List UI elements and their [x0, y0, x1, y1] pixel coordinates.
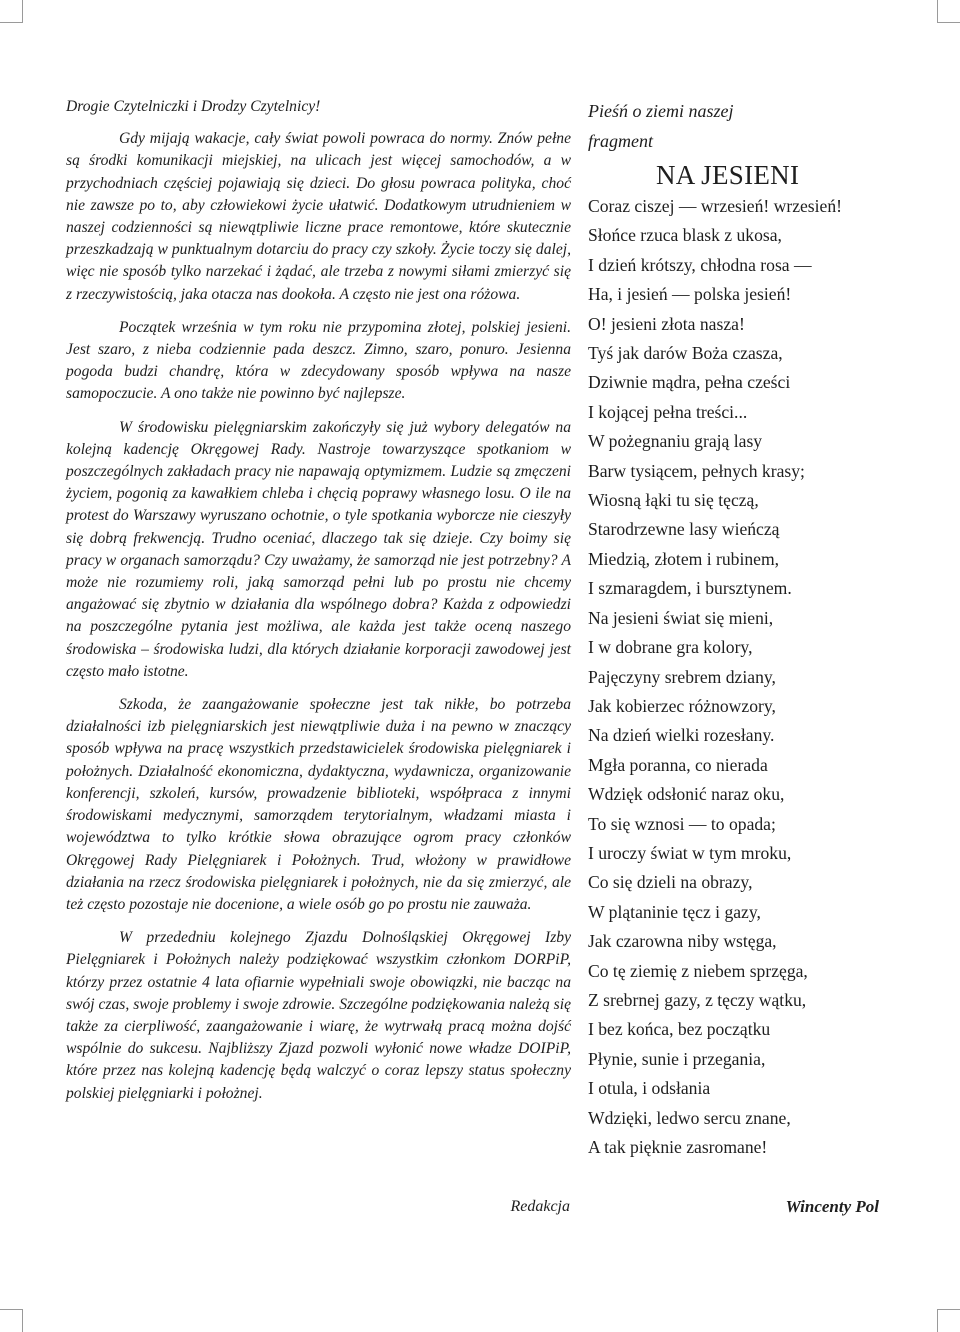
- poem-line: Na dzień wielki rozesłany.: [588, 725, 775, 746]
- poem-line: I dzień krótszy, chłodna rosa —: [588, 254, 812, 275]
- poem-line: Co tę ziemię z niebem sprzęga,: [588, 960, 808, 981]
- letter-paragraph: Początek września w tym roku nie przypomina złotej, polskiej jesieni. Jest szaro, z nieba codziennie pada deszcz. Zimno, szaro, ponuro. Jesienna pogoda budzi chandrę, która w zdecydowany sposób wpływa na nasze samopoczucie. A ono także nie powinno być najlepsze.: [66, 318, 571, 403]
- poem-line: Jak kobierzec różnowzory,: [588, 695, 776, 716]
- poem-line: O! jesieni złota nasza!: [588, 313, 745, 334]
- poem-line: I szmaragdem, i bursztynem.: [588, 578, 792, 599]
- poem-line: Starodrzewne lasy wieńczą: [588, 519, 780, 540]
- poem-line: Co się dzieli na obrazy,: [588, 872, 753, 893]
- poem-lines: [588, 192, 888, 1162]
- poem-line: Wdzięki, ledwo sercu znane,: [588, 1107, 791, 1128]
- poem-line: Coraz ciszej — wrzesień! wrzesień!: [588, 196, 843, 216]
- poem-line: A tak pięknie zasromane!: [588, 1137, 768, 1157]
- poem-line: I bez końca, bez początku: [588, 1019, 771, 1040]
- letter-paragraph: W przededniu kolejnego Zjazdu Dolnośląskiej Okręgowej Izby Pielęgniarek i Położnych należy podziękować wszystkim członkom DORPiP, którzy przez ostatnie 4 lata ofiarnie wypełniali swoje obowiązki, nie bacząc na swój czas, swoje problemy i swoje zdrowie. Szczególne podziękowania należą się także za cierpliwość, zaangażowanie i wiarę, że wytrwałą pracą można dojść wspólnie do sukcesu. Najbliższy Zjazd pozwoli wyłonić nowe władze DOIPiP, które przez nas kolejną kadencję będą walczyć o coraz lepszy status społeczny polskiej pielęgniarki i położnej.: [66, 929, 571, 1102]
- poem-line: Barw tysiącem, pełnych krasy;: [588, 460, 805, 481]
- poem-line: Mgła poranna, co nierada: [588, 754, 768, 775]
- poem-line: Ha, i jesień — polska jesień!: [588, 284, 792, 305]
- poem-line: I w dobrane gra kolory,: [588, 637, 753, 658]
- poem-line: Miedzią, złotem i rubinem,: [588, 548, 780, 569]
- poem-line: Płynie, sunie i przegania,: [588, 1048, 766, 1069]
- crop-mark-bottom-left: [0, 1309, 23, 1332]
- poem-line: Słońce rzuca blask z ukosa,: [588, 225, 782, 246]
- letter-paragraph: Gdy mijają wakacje, cały świat powoli powraca do normy. Znów pełne są środki komunikacji miejskiej, na ulicach jest więcej samochodów, a w przychodniach częściej pojawiają się dzieci. Do głosu powraca polityka, choć nie zawsze po to, aby człowiekowi życie ułatwić. Dodatkowym utrudnieniem w naszej codzienności są niewątpliwie liczne prace remontowe, które skutecznie przeszkadzają w punktualnym dotarciu do pracy czy szkoły. Życie toczy się dalej, więc nie sposób tylko narzekać i żądać, ale trzeba z nowymi siłami zmierzyć się z rzeczywistością, jaka otacza nas dookoła. A często nie jest ona różowa.: [66, 130, 571, 303]
- crop-mark-top-left: [0, 0, 23, 23]
- poem-line: Wiosną łąki tu się tęczą,: [588, 490, 759, 511]
- poem-line: Z srebrnej gazy, z tęczy wątku,: [588, 989, 807, 1010]
- letter-greeting: Drogie Czytelniczki i Drodzy Czytelnicy!: [66, 98, 321, 115]
- poem-line: To się wznosi — to opada;: [588, 813, 776, 834]
- poem-line: W plątaninie tęcz i gazy,: [588, 901, 761, 922]
- poem-line: Dziwnie mądra, pełna cześci: [588, 372, 791, 393]
- poem-line: Tyś jak darów Boża czasza,: [588, 343, 783, 364]
- letter-paragraph: W środowisku pielęgniarskim zakończyły się już wybory delegatów na kolejną kadencję Okręgowej Rady. Nastroje towarzyszące spotkaniom w poszczególnych zakładach pracy nie napawają optymizmem. Ludzie są zmęczeni życiem, pogonią za kawałkiem chleba i chęcią poprawy własnego losu. O ile na protest do Warszawy wyruszano ochotnie, o tyle spotkania wyborcze nie cieszyły się dobrą frekwencją. Trudno oceniać, dlaczego tak się dzieje. Czy boimy się pracy w organach samorządu? Czy uważamy, że samorząd nie jest potrzebny? A może nie rozumiemy roli, jaką samorząd pełni lub po prostu nie chcemy angażować się zbytnio w działania dla wspólnego dobra? Każda z odpowiedzi na poszczególne pytania jest możliwa, ale każda jest także oceną naszego środowiska – środowiska ludzi, dla których działanie korporacji zawodowej jest często mało istotne.: [66, 418, 571, 680]
- letter-signature: Redakcja: [510, 1198, 570, 1215]
- letter-paragraph: Szkoda, że zaangażowanie społeczne jest tak nikłe, bo potrzeba działalności izb pielęgniarskich jest niewątpliwie duża i na pewno w znaczący sposób wpływa na pracę wszystkich przedstawicielek środowiska pielęgniarek i położnych. Działalność ekonomiczna, dydaktyczna, wydawnicza, organizowanie konferencji, szkoleń, kursów, prowadzenie biblioteki, współpraca z innymi środowiskami medycznymi, samorządem terytorialnym, władzami miasta i województwa to tylko krótkie słowa obrazujące ogrom pracy członków Okręgowej Rady Pielęgniarek i Położnych. Trud, włożony w prawidłowe działania na rzecz środowiska pielęgniarek i położnych, nie da się zmierzyć, ale też często pozostaje nie docenione, a wiele osób go po prostu nie zauważa.: [66, 696, 571, 913]
- poem-source-subtitle: fragment: [588, 131, 653, 151]
- poem-source-title: Pieśń o ziemi naszej: [588, 101, 734, 121]
- poem-line: I uroczy świat w tym mroku,: [588, 842, 792, 863]
- poem-line: Wdzięk odsłonić naraz oku,: [588, 784, 785, 805]
- poem-author: Wincenty Pol: [785, 1197, 879, 1216]
- poem-line: I otula, i odsłania: [588, 1078, 711, 1099]
- crop-mark-top-right: [937, 0, 960, 23]
- poem-line: I kojącej pełna treści...: [588, 401, 748, 422]
- poem-line: Pajęczyny srebrem dziany,: [588, 666, 776, 687]
- poem-line: Na jesieni świat się mieni,: [588, 607, 774, 628]
- editorial-letter: [66, 96, 571, 1105]
- crop-mark-bottom-right: [937, 1309, 960, 1332]
- poem-column: [588, 96, 888, 1162]
- poem-heading: NA JESIENI: [656, 160, 800, 190]
- poem-line: W pożegnaniu grają lasy: [588, 431, 763, 452]
- poem-line: Jak czarowna niby wstęga,: [588, 931, 777, 952]
